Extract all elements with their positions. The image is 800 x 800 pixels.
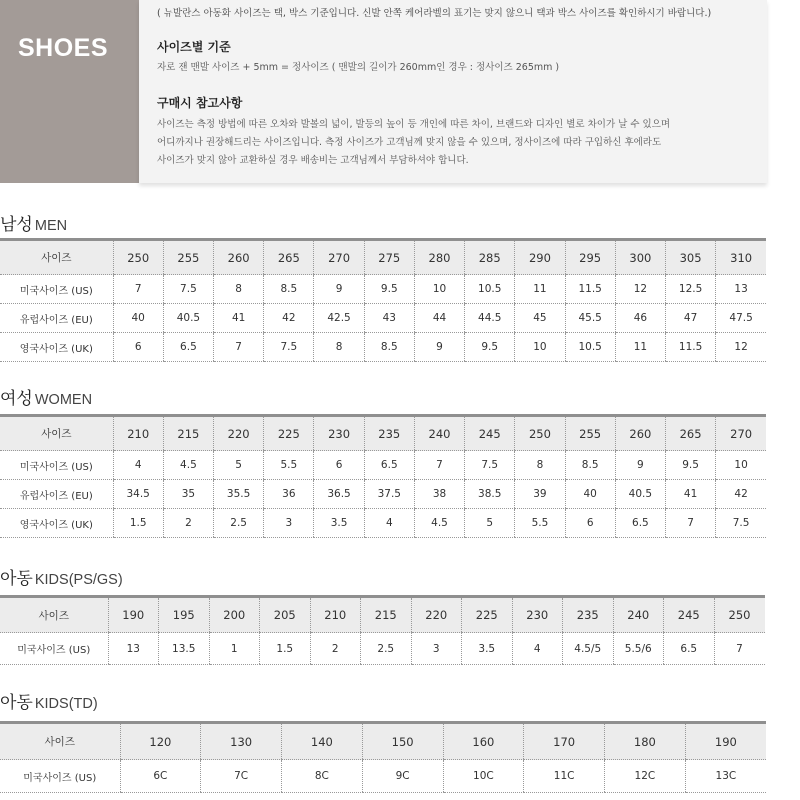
table-cell: 12 (615, 275, 665, 304)
table-cell: 8.5 (364, 333, 414, 362)
table-cell: 6.5 (615, 509, 665, 538)
table-cell: 130 (201, 723, 282, 760)
table-cell: 205 (260, 597, 311, 633)
men-heading-ko: 남성 (0, 215, 33, 235)
table-cell: 41 (214, 304, 264, 333)
table-row (0, 509, 766, 538)
table-cell: 4.5 (163, 451, 213, 480)
table-cell: 190 (685, 723, 766, 760)
table-cell: 225 (462, 597, 513, 633)
size-guide-banner (0, 0, 800, 195)
table-cell: 200 (209, 597, 260, 633)
table-cell: 2 (163, 509, 213, 538)
table-cell: 12C (605, 760, 686, 793)
purchase-notes-title: 구매시 참고사항 (157, 96, 243, 110)
men-heading (0, 210, 67, 235)
table-cell: 40 (565, 480, 615, 509)
table-row (0, 760, 766, 793)
table-cell: 6 (314, 451, 364, 480)
table-cell: 45.5 (565, 304, 615, 333)
kids-psgs-heading-en: KIDS(PS/GS) (34, 572, 123, 588)
row-label: 사이즈 (0, 723, 120, 760)
table-cell: 36 (264, 480, 314, 509)
women-heading-ko: 여성 (0, 389, 33, 409)
table-cell: 6.5 (664, 633, 715, 665)
table-cell: 42 (716, 480, 766, 509)
table-cell: 9.5 (665, 451, 715, 480)
table-cell: 46 (615, 304, 665, 333)
table-cell: 40.5 (615, 480, 665, 509)
kids-td-heading-ko: 아동 (0, 693, 33, 713)
table-cell: 5 (214, 451, 264, 480)
row-label: 미국사이즈 (US) (0, 633, 108, 665)
women-heading (0, 384, 92, 409)
table-cell: 7C (201, 760, 282, 793)
table-cell: 13.5 (159, 633, 210, 665)
table-cell: 38 (414, 480, 464, 509)
row-label: 사이즈 (0, 597, 108, 633)
table-cell: 40.5 (163, 304, 213, 333)
row-label: 사이즈 (0, 240, 113, 275)
table-cell: 270 (716, 416, 766, 451)
table-cell: 240 (613, 597, 664, 633)
table-cell: 10 (414, 275, 464, 304)
table-cell: 210 (310, 597, 361, 633)
table-cell: 10.5 (565, 333, 615, 362)
table-cell: 8 (214, 275, 264, 304)
table-cell: 295 (565, 240, 615, 275)
table-cell: 1 (209, 633, 260, 665)
table-cell: 8C (282, 760, 363, 793)
table-cell: 4 (512, 633, 563, 665)
category-label: SHOES (18, 34, 109, 62)
category-box (0, 0, 139, 183)
table-cell: 9C (362, 760, 443, 793)
table-cell: 215 (361, 597, 412, 633)
table-cell: 235 (563, 597, 614, 633)
table-cell: 4.5/5 (563, 633, 614, 665)
table-cell: 45 (515, 304, 565, 333)
women-size-table (0, 414, 766, 538)
table-cell: 36.5 (314, 480, 364, 509)
kids-psgs-heading (0, 564, 123, 589)
table-cell: 8 (515, 451, 565, 480)
table-cell: 43 (364, 304, 414, 333)
table-cell: 160 (443, 723, 524, 760)
table-cell: 230 (512, 597, 563, 633)
table-cell: 4 (364, 509, 414, 538)
table-cell: 9 (615, 451, 665, 480)
table-cell: 275 (364, 240, 414, 275)
table-row (0, 333, 766, 362)
table-row (0, 275, 766, 304)
table-cell: 280 (414, 240, 464, 275)
table-cell: 3 (264, 509, 314, 538)
table-cell: 6C (120, 760, 201, 793)
table-cell: 10 (716, 451, 766, 480)
table-cell: 11.5 (665, 333, 715, 362)
table-cell: 7 (665, 509, 715, 538)
table-cell: 215 (163, 416, 213, 451)
table-cell: 13C (685, 760, 766, 793)
table-cell: 285 (465, 240, 515, 275)
table-row (0, 480, 766, 509)
kids-psgs-heading-ko: 아동 (0, 569, 33, 589)
table-cell: 245 (664, 597, 715, 633)
table-cell: 6.5 (364, 451, 414, 480)
table-cell: 220 (411, 597, 462, 633)
table-cell: 1.5 (113, 509, 163, 538)
row-label: 미국사이즈 (US) (0, 760, 120, 793)
table-cell: 190 (108, 597, 159, 633)
row-label: 영국사이즈 (UK) (0, 509, 113, 538)
purchase-notes-line: 사이즈는 측정 방법에 따른 오차와 발볼의 넓이, 발등의 높이 등 개인에 따른 차이, 브랜드와 디자인 별로 차이가 날 수 있으며 (157, 119, 671, 130)
table-cell: 255 (163, 240, 213, 275)
table-cell: 5.5 (264, 451, 314, 480)
table-cell: 3.5 (462, 633, 513, 665)
table-cell: 2 (310, 633, 361, 665)
table-cell: 11 (615, 333, 665, 362)
purchase-notes-line: 어디까지나 권장해드리는 사이즈입니다. 측정 사이즈가 고객님께 맞지 않을 수 있으며, 정사이즈에 따라 구입하신 후에라도 (157, 137, 662, 148)
table-cell: 11 (515, 275, 565, 304)
row-label: 사이즈 (0, 416, 113, 451)
row-label: 유럽사이즈 (EU) (0, 304, 113, 333)
table-cell: 195 (159, 597, 210, 633)
table-cell: 255 (565, 416, 615, 451)
table-cell: 7.5 (716, 509, 766, 538)
table-cell: 170 (524, 723, 605, 760)
table-cell: 35 (163, 480, 213, 509)
table-cell: 7 (714, 633, 765, 665)
women-heading-en: WOMEN (34, 392, 93, 408)
kids-psgs-size-table (0, 595, 765, 665)
row-label: 영국사이즈 (UK) (0, 333, 113, 362)
table-cell: 13 (716, 275, 766, 304)
table-cell: 250 (113, 240, 163, 275)
table-cell: 9 (314, 275, 364, 304)
table-cell: 12 (716, 333, 766, 362)
table-cell: 260 (615, 416, 665, 451)
table-row (0, 304, 766, 333)
table-cell: 210 (113, 416, 163, 451)
table-cell: 305 (665, 240, 715, 275)
table-cell: 10C (443, 760, 524, 793)
table-cell: 12.5 (665, 275, 715, 304)
table-cell: 2.5 (214, 509, 264, 538)
table-cell: 7 (214, 333, 264, 362)
men-size-table (0, 238, 766, 362)
row-label: 미국사이즈 (US) (0, 451, 113, 480)
table-cell: 40 (113, 304, 163, 333)
table-cell: 35.5 (214, 480, 264, 509)
kids-td-size-table (0, 721, 766, 793)
table-cell: 310 (716, 240, 766, 275)
table-cell: 9.5 (364, 275, 414, 304)
table-cell: 300 (615, 240, 665, 275)
table-cell: 290 (515, 240, 565, 275)
table-cell: 11C (524, 760, 605, 793)
table-cell: 220 (214, 416, 264, 451)
table-cell: 9.5 (465, 333, 515, 362)
table-cell: 10.5 (465, 275, 515, 304)
table-cell: 265 (264, 240, 314, 275)
row-label: 미국사이즈 (US) (0, 275, 113, 304)
table-cell: 150 (362, 723, 443, 760)
size-standard-title: 사이즈별 기준 (157, 40, 231, 54)
table-cell: 250 (515, 416, 565, 451)
table-row (0, 633, 765, 665)
table-cell: 44.5 (465, 304, 515, 333)
table-cell: 7 (113, 275, 163, 304)
table-row (0, 723, 766, 760)
table-cell: 34.5 (113, 480, 163, 509)
table-cell: 7 (414, 451, 464, 480)
table-cell: 5.5/6 (613, 633, 664, 665)
table-cell: 265 (665, 416, 715, 451)
row-label: 유럽사이즈 (EU) (0, 480, 113, 509)
purchase-notes-line: 사이즈가 맞지 않아 교환하실 경우 배송비는 고객님께서 부담하셔야 합니다. (157, 155, 469, 166)
kids-size-note: ( 뉴발란스 아동화 사이즈는 택, 박스 기준입니다. 신발 안쪽 케어라벨의 표기는 맞지 않으니 택과 박스 사이즈를 확인하시기 바랍니다.) (157, 8, 712, 19)
men-heading-en: MEN (34, 218, 68, 234)
table-cell: 240 (414, 416, 464, 451)
table-cell: 180 (605, 723, 686, 760)
table-row (0, 597, 765, 633)
table-cell: 10 (515, 333, 565, 362)
table-cell: 42.5 (314, 304, 364, 333)
kids-td-heading-en: KIDS(TD) (34, 696, 98, 712)
table-cell: 140 (282, 723, 363, 760)
table-cell: 41 (665, 480, 715, 509)
table-cell: 5 (465, 509, 515, 538)
table-cell: 42 (264, 304, 314, 333)
table-cell: 11.5 (565, 275, 615, 304)
table-cell: 235 (364, 416, 414, 451)
table-cell: 13 (108, 633, 159, 665)
table-row (0, 451, 766, 480)
table-cell: 6 (113, 333, 163, 362)
size-standard-text: 자로 잰 맨발 사이즈 + 5mm = 정사이즈 ( 맨발의 길이가 260mm인 경우 : 정사이즈 265mm ) (157, 62, 560, 73)
table-cell: 4.5 (414, 509, 464, 538)
table-cell: 225 (264, 416, 314, 451)
table-cell: 250 (714, 597, 765, 633)
table-cell: 7.5 (465, 451, 515, 480)
table-cell: 8.5 (565, 451, 615, 480)
table-cell: 6 (565, 509, 615, 538)
table-cell: 47 (665, 304, 715, 333)
table-cell: 7.5 (163, 275, 213, 304)
table-cell: 8.5 (264, 275, 314, 304)
table-cell: 39 (515, 480, 565, 509)
table-cell: 4 (113, 451, 163, 480)
kids-td-heading (0, 688, 98, 713)
table-cell: 37.5 (364, 480, 414, 509)
table-cell: 3 (411, 633, 462, 665)
table-cell: 245 (465, 416, 515, 451)
table-cell: 120 (120, 723, 201, 760)
table-row (0, 416, 766, 451)
info-panel (139, 0, 767, 183)
table-cell: 7.5 (264, 333, 314, 362)
table-cell: 230 (314, 416, 364, 451)
table-cell: 5.5 (515, 509, 565, 538)
table-cell: 6.5 (163, 333, 213, 362)
table-cell: 2.5 (361, 633, 412, 665)
table-cell: 8 (314, 333, 364, 362)
table-cell: 3.5 (314, 509, 364, 538)
table-cell: 44 (414, 304, 464, 333)
table-cell: 1.5 (260, 633, 311, 665)
table-cell: 270 (314, 240, 364, 275)
table-cell: 260 (214, 240, 264, 275)
table-row (0, 240, 766, 275)
table-cell: 38.5 (465, 480, 515, 509)
table-cell: 47.5 (716, 304, 766, 333)
table-cell: 9 (414, 333, 464, 362)
